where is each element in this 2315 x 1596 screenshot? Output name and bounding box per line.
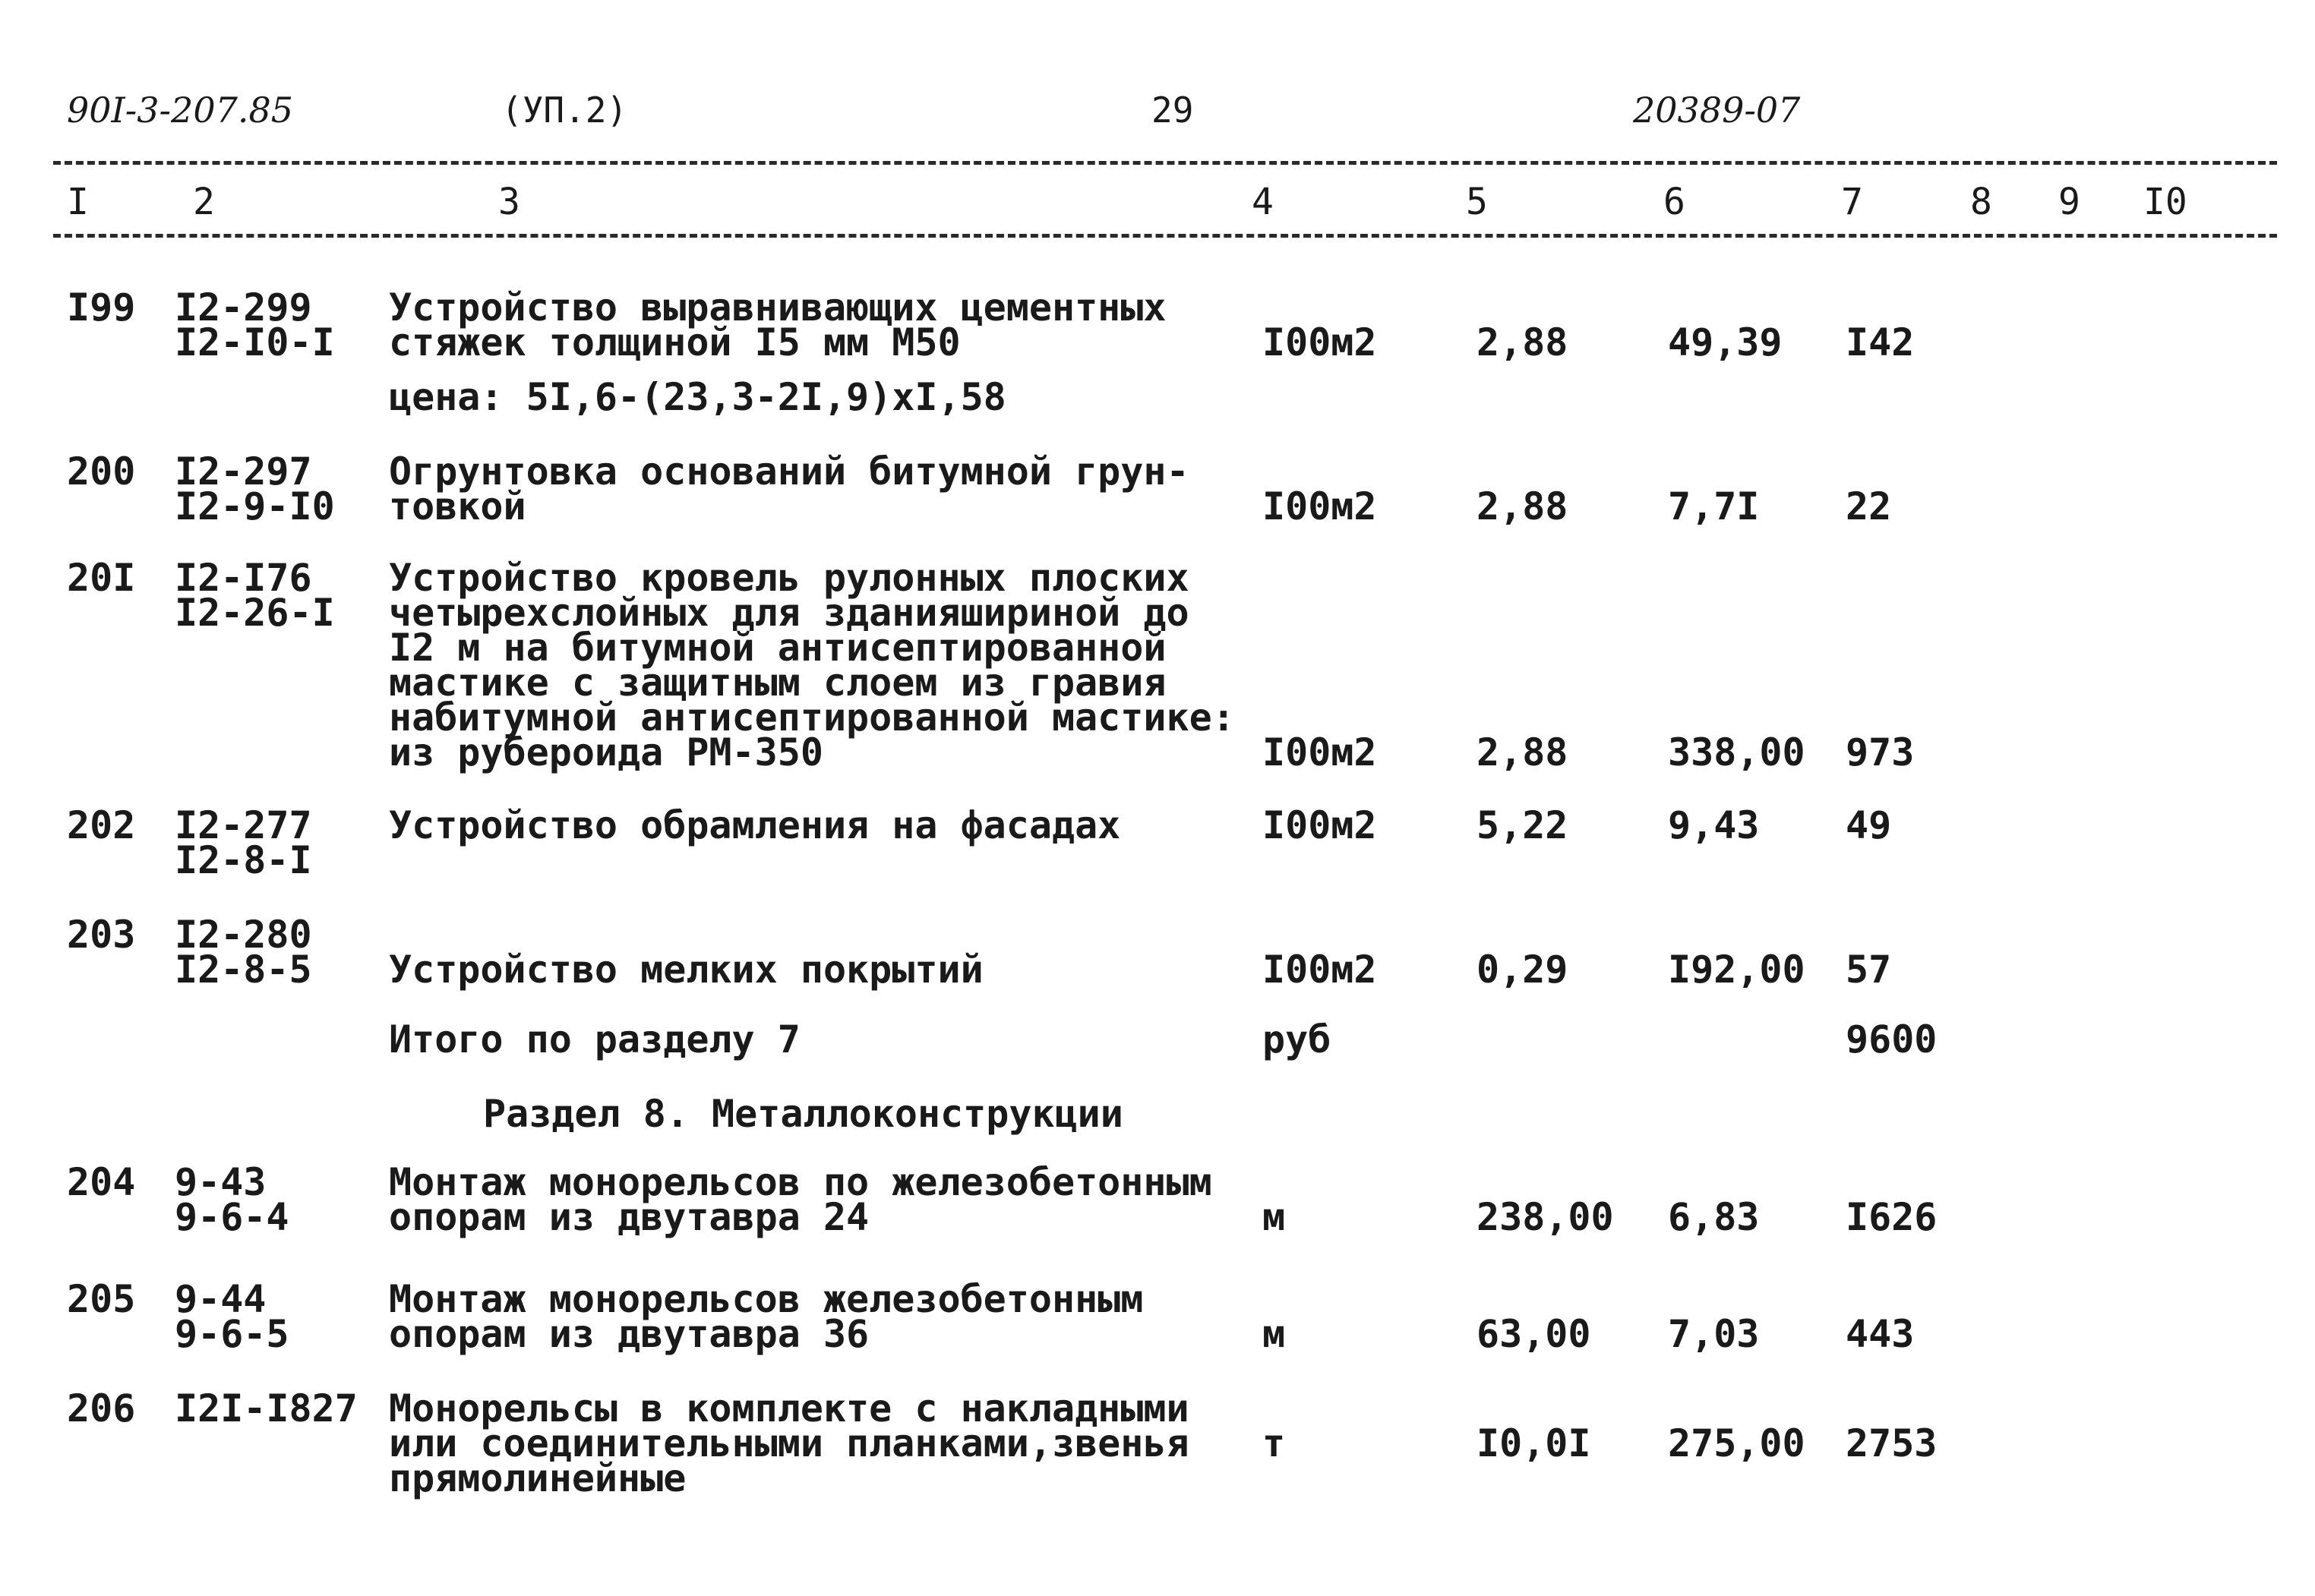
row-description: Устройство мелких покрытий [389,948,984,992]
row-total: 443 [1846,1312,1915,1356]
row-total: I626 [1846,1195,1938,1239]
column-number-1: I [67,181,89,223]
row-quantity: I0,0I [1476,1421,1591,1465]
subtotal-label: Итого по разделу 7 [389,1017,801,1061]
row-number: 202 [67,803,136,847]
row-unit-price: 275,00 [1668,1421,1805,1465]
row-quantity: 2,88 [1476,730,1568,774]
row-unit: I00м2 [1262,320,1377,364]
row-unit-price: 7,7I [1668,484,1760,528]
row-quantity: 2,88 [1476,320,1568,364]
row-unit: I00м2 [1262,948,1377,992]
row-total: I42 [1846,320,1915,364]
top-rule [53,161,2277,165]
row-unit-price: 7,03 [1668,1312,1760,1356]
row-unit: I00м2 [1262,730,1377,774]
row-codes: I2-I76 I2-26-I [175,556,335,635]
row-quantity: 5,22 [1476,803,1568,847]
row-total: 22 [1846,484,1892,528]
row-description: Устройство выравнивающих цементных стяжек толщиной I5 мм М50 цена: 5I,6-(23,3-2I,9)xI,58 [389,285,1167,419]
row-codes: 9-44 9-6-5 [175,1277,289,1356]
row-quantity: 0,29 [1476,948,1568,992]
row-description: Монтаж монорельсов по железобетонным опорам из двутавра 24 [389,1160,1212,1239]
row-unit-price: 49,39 [1668,320,1783,364]
document-code: 90I-3-207.85 [67,90,294,131]
row-unit: I00м2 [1262,484,1377,528]
row-unit-price: 6,83 [1668,1195,1760,1239]
row-description: Огрунтовка оснований битумной грун- товкой [389,449,1189,528]
row-description: Монорельсы в комплекте с накладными или соединительными планками,звенья прямолинейные [389,1386,1189,1500]
column-number-8: 8 [1970,181,1992,223]
row-quantity: 2,88 [1476,484,1568,528]
row-codes: I2I-I827 [175,1386,358,1430]
row-number: I99 [67,285,136,330]
inventory-number: 20389-07 [1633,90,1801,131]
subtotal-total: 9600 [1846,1017,1938,1061]
column-number-4: 4 [1252,181,1274,223]
row-number: 204 [67,1160,136,1204]
column-number-5: 5 [1466,181,1488,223]
section-title: Раздел 8. Металлоконструкции [483,1092,1123,1136]
row-number: 203 [67,913,136,957]
row-unit-price: 9,43 [1668,803,1760,847]
row-total: 57 [1846,948,1892,992]
row-number: 205 [67,1277,136,1321]
row-number: 206 [67,1386,136,1430]
column-number-2: 2 [193,181,215,223]
column-number-3: 3 [498,181,520,223]
row-total: 49 [1846,803,1892,847]
row-quantity: 238,00 [1476,1195,1614,1239]
row-codes: I2-280 I2-8-5 [175,913,312,992]
column-number-10: I0 [2143,181,2187,223]
column-number-9: 9 [2058,181,2080,223]
row-codes: I2-277 I2-8-I [175,803,312,882]
row-description: Устройство обрамления на фасадах [389,803,1121,847]
row-unit: м [1262,1312,1286,1356]
row-codes: I2-297 I2-9-I0 [175,449,335,528]
row-description: Монтаж монорельсов железобетонным опорам из двутавра 36 [389,1277,1144,1356]
column-number-6: 6 [1663,181,1685,223]
subtotal-unit: руб [1262,1017,1331,1061]
row-number: 200 [67,449,136,494]
row-total: 973 [1846,730,1915,774]
column-number-7: 7 [1841,181,1863,223]
album-number: (УП.2) [501,90,628,131]
row-number: 20I [67,556,136,600]
row-codes: I2-299 I2-I0-I [175,285,335,364]
row-unit-price: 338,00 [1668,730,1805,774]
row-description: Устройство кровель рулонных плоских четырехслойных для зданияшириной до I2 м на битумной антисептированной мастике с защитным слоем из гравия набитумной антисептированной мастике: из рубероида РМ-350 [389,556,1235,774]
header-bottom-rule [53,234,2277,238]
row-codes: 9-43 9-6-4 [175,1160,289,1239]
row-unit: м [1262,1195,1286,1239]
row-unit: I00м2 [1262,803,1377,847]
row-unit: т [1262,1421,1286,1465]
row-total: 2753 [1846,1421,1938,1465]
row-quantity: 63,00 [1476,1312,1591,1356]
row-unit-price: I92,00 [1668,948,1805,992]
page-number: 29 [1151,90,1194,131]
